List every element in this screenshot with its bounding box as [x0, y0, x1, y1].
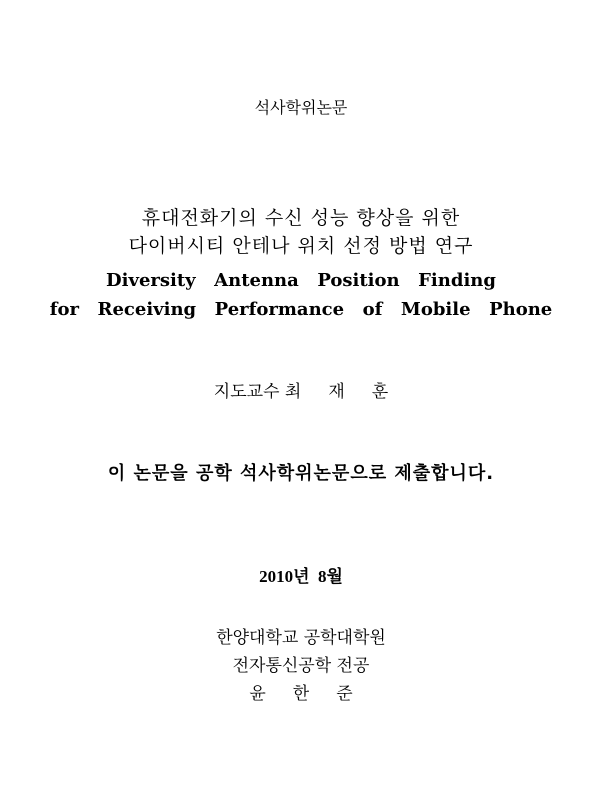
korean-title-line-2: 다이버시티 안테나 위치 선정 방법 연구 [128, 235, 474, 257]
submission-date: 2010년 8월 [259, 567, 343, 586]
submission-statement: 이 논문을 공학 석사학위논문으로 제출합니다. [107, 463, 495, 484]
university: 한양대학교 공학대학원 [216, 628, 386, 648]
degree-type: 석사학위논문 [254, 98, 348, 117]
english-title-line-2: for Receiving Performance of Mobile Phone [49, 299, 553, 320]
major: 전자통신공학 전공 [232, 656, 370, 676]
advisor: 지도교수 최 재 훈 [213, 382, 389, 402]
author: 윤 한 준 [249, 684, 353, 704]
english-title-line-1: Diversity Antenna Position Finding [106, 270, 496, 291]
korean-title-line-1: 휴대전화기의 수신 성능 향상을 위한 [141, 207, 461, 229]
